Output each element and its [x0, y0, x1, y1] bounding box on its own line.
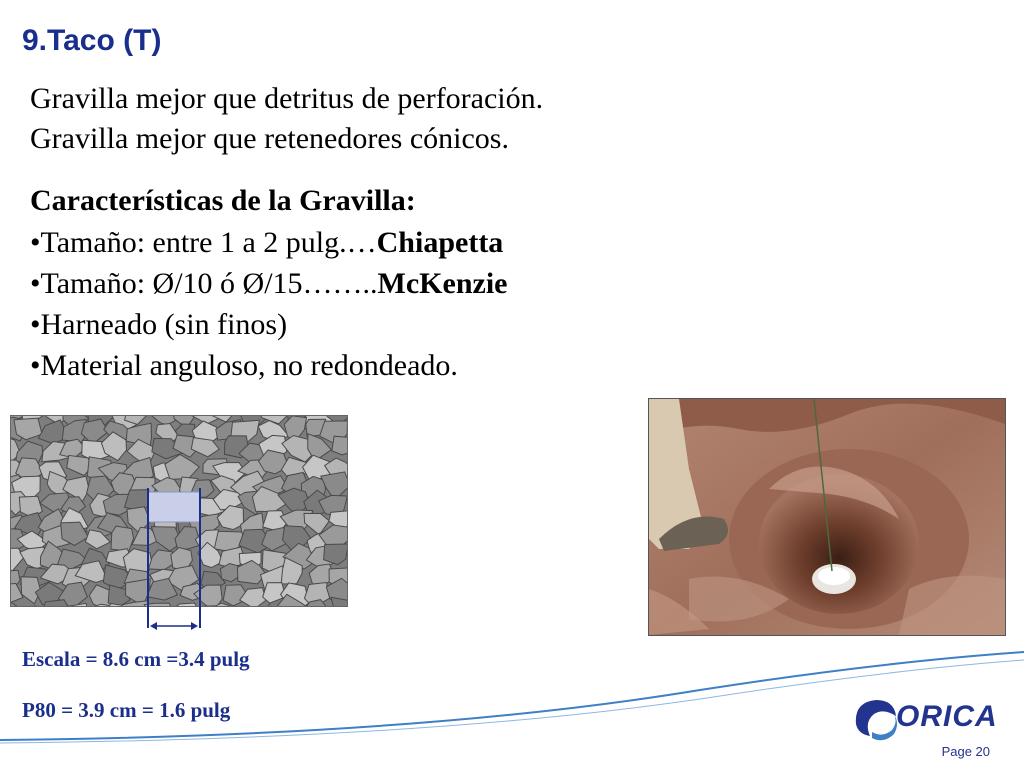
bullet-text: •Material anguloso, no redondeado.: [30, 349, 458, 382]
bullet-text: •Tamaño: entre 1 a 2 pulg.…: [30, 226, 377, 259]
bullet-author: Chiapetta: [376, 226, 504, 259]
slide-title: 9.Taco (T): [22, 24, 162, 57]
bullet-text: •Harneado (sin finos): [30, 308, 288, 341]
scale-indicator: [140, 488, 210, 638]
bullet-screened: [30, 304, 287, 345]
p80-caption: P80 = 3.9 cm = 1.6 pulg: [22, 698, 231, 722]
bullet-size-chiapetta: [30, 222, 503, 263]
statement-line-1: Gravilla mejor que detritus de perforación.: [30, 82, 544, 115]
stemming-hole-photo: [648, 398, 1006, 636]
orica-logo-text: ORICA: [896, 700, 998, 733]
bullet-size-mckenzie: [30, 263, 507, 304]
scale-caption: Escala = 8.6 cm =3.4 pulg: [22, 647, 250, 671]
features-heading: Características de la Gravilla:: [30, 184, 416, 217]
bullet-text: •Tamaño: Ø/10 ó Ø/15……..: [30, 267, 378, 300]
bullet-author: McKenzie: [377, 267, 508, 300]
statement-line-2: Gravilla mejor que retenedores cónicos.: [30, 122, 509, 155]
bullet-angular: [30, 345, 458, 386]
page-number: Page 20: [941, 744, 990, 759]
